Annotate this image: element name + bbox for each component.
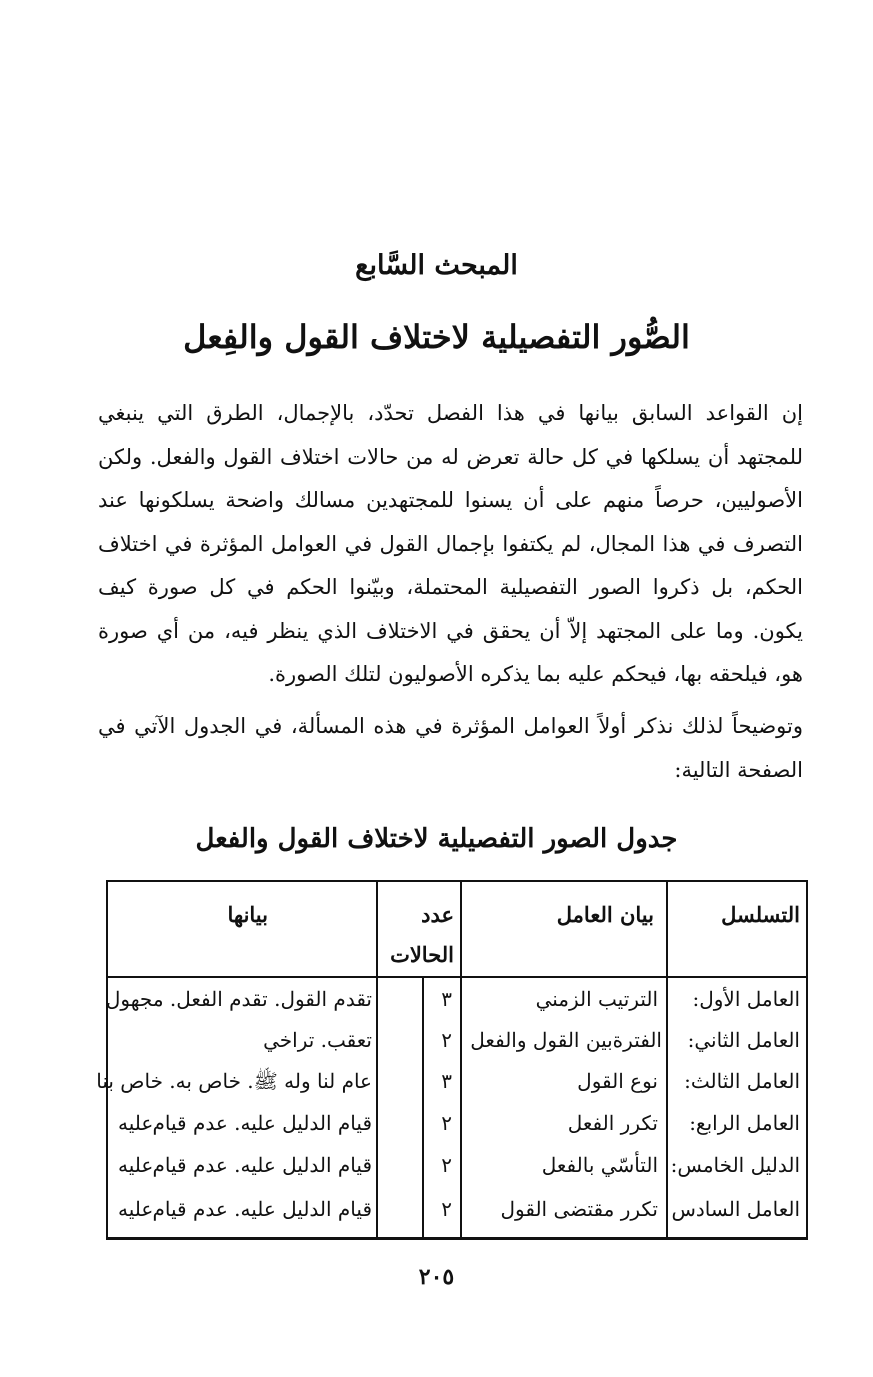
row-details-extra: عليه bbox=[118, 1197, 154, 1221]
header-count-line2: الحالات bbox=[390, 942, 454, 967]
row-details: تقدم القول. تقدم الفعل. مجهول bbox=[105, 987, 372, 1011]
second-paragraph: وتوضيحاً لذلك نذكر أولاً العوامل المؤثرة في هذه المسألة، في الجدول الآتي في الصفحة التالية: bbox=[98, 714, 803, 782]
header-details: بيانها bbox=[227, 902, 268, 927]
row-serial: العامل الثاني: bbox=[687, 1028, 800, 1052]
row-factor: تكرر مقتضى القول bbox=[500, 1197, 658, 1221]
row-factor: التأسّي بالفعل bbox=[541, 1153, 658, 1177]
row-details-extra: عليه bbox=[118, 1153, 154, 1177]
table-title: جدول الصور التفصيلية لاختلاف القول والفعل bbox=[195, 824, 678, 854]
row-serial: الدليل الخامس: bbox=[670, 1153, 800, 1177]
section-heading: المبحث السَّابع bbox=[355, 250, 518, 281]
row-count: ٢ bbox=[441, 1197, 452, 1221]
row-details: تعقب. تراخي bbox=[263, 1028, 372, 1052]
header-factor: بيان العامل bbox=[556, 902, 654, 927]
column-divider bbox=[666, 882, 668, 1237]
row-factor: الفترةبين القول والفعل bbox=[470, 1028, 662, 1052]
factors-table bbox=[96, 880, 808, 1240]
header-divider bbox=[108, 976, 806, 978]
row-details: قيام الدليل عليه. عدم قيام bbox=[152, 1153, 372, 1177]
page-number: ٢٠٥ bbox=[418, 1264, 455, 1290]
row-details: عام لنا وله ﷺ. خاص به. خاص بنا bbox=[96, 1069, 372, 1093]
column-divider bbox=[422, 976, 424, 1237]
header-count-line1: عدد bbox=[421, 902, 454, 927]
row-count: ٢ bbox=[441, 1111, 452, 1135]
row-factor: تكرر الفعل bbox=[567, 1111, 658, 1135]
row-details: قيام الدليل عليه. عدم قيام bbox=[152, 1111, 372, 1135]
row-factor: الترتيب الزمني bbox=[535, 987, 658, 1011]
row-details: قيام الدليل عليه. عدم قيام bbox=[152, 1197, 372, 1221]
row-count: ٣ bbox=[441, 1069, 452, 1093]
chapter-title: الصُّور التفصيلية لاختلاف القول والفِعل bbox=[183, 318, 690, 356]
row-count: ٣ bbox=[441, 987, 452, 1011]
row-count: ٢ bbox=[441, 1028, 452, 1052]
row-serial: العامل السادس bbox=[671, 1197, 800, 1221]
row-factor: نوع القول bbox=[577, 1069, 658, 1093]
column-divider bbox=[376, 882, 378, 1237]
header-serial: التسلسل bbox=[721, 902, 800, 927]
row-serial: العامل الرابع: bbox=[689, 1111, 800, 1135]
column-divider bbox=[460, 882, 462, 1237]
row-serial: العامل الأول: bbox=[692, 987, 800, 1011]
row-serial: العامل الثالث: bbox=[684, 1069, 800, 1093]
row-count: ٢ bbox=[441, 1153, 452, 1177]
intro-paragraph: إن القواعد السابق بيانها في هذا الفصل تحدّد، بالإجمال، الطرق التي ينبغي للمجتهد أن يسلكها في كل حالة تعرض له من حالات اختلاف القول والفعل. ولكن الأصوليين، حرصاً منهم على أن يسنوا للمجتهدين مسالك واضحة يسلكونها عند التصرف في هذا المجال، لم يكتفوا بإجمال القول في العوامل المؤثرة في اختلاف الحكم، بل ذكروا الصور التفصيلية المحتملة، وبيّنوا الحكم في كل صورة كيف يكون. وما على المجتهد إلاّ أن يحقق في الاختلاف الذي ينظر فيه، من أي صورة هو، فيلحقه بها، فيحكم عليه بما يذكره الأصوليون لتلك الصورة. bbox=[98, 401, 803, 686]
row-details-extra: عليه bbox=[118, 1111, 154, 1135]
